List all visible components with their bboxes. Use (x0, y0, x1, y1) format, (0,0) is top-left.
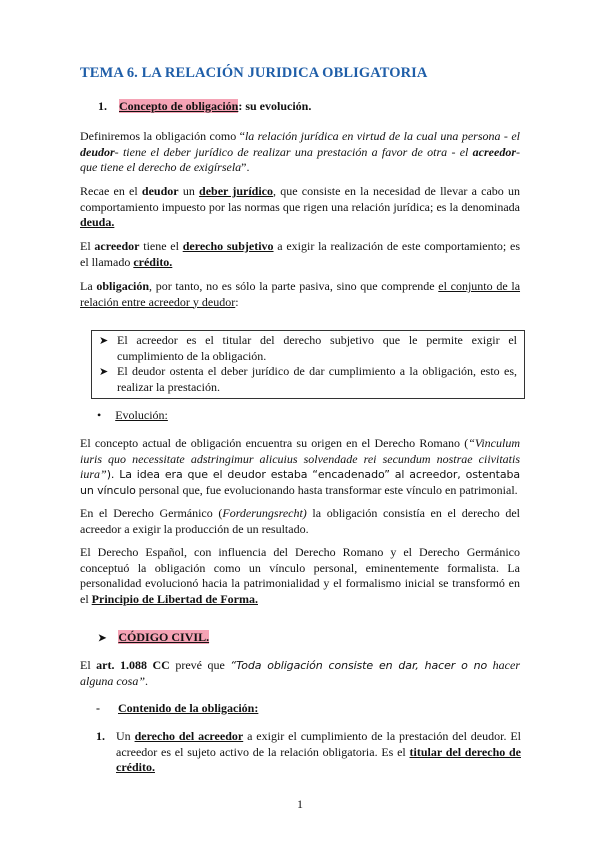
paragraph-derecho-espanol (80, 545, 520, 607)
contenido-heading (96, 701, 536, 717)
p3-text-e: a exigir la realización de este comportamiento; es el llamado (80, 239, 521, 269)
section-rest: : su evolución. (238, 99, 312, 113)
p2-text-e: , que consiste en la necesidad de llevar a cabo un comportamiento impuesto por las normas que rigen una relación jurídica; es la denominada (80, 184, 520, 214)
box-item-acreedor: El acreedor es el titular del derecho subjetivo que le permite exigir el cumplimiento de la obligación. (117, 333, 517, 363)
p7-text-a: El Derecho Español, con influencia del Derecho Romano y el Derecho Germánico conceptuó la obligación como un vínculo personal, eminentemente formalista. La personalidad evolucionó hacia la patrimonialidad y el formalismo inicial se transformó en el (80, 545, 520, 606)
p1-text-f: - que tiene el derecho de exigírsela (80, 144, 520, 174)
section-number: 1. (98, 99, 107, 113)
item1-text-a: Un (116, 729, 135, 743)
p2-deber-juridico: deber jurídico (199, 184, 274, 198)
paragraph-definicion (80, 129, 520, 176)
p6-text-a: En el Derecho Germánico ( (80, 506, 223, 520)
p1-text-g: ”. (241, 160, 250, 174)
p3-text-c: tiene el (139, 239, 183, 253)
p5-text-c: ). La idea era que el deudor estaba “encadenado” al acreedor, ostentaba un vínculo (80, 468, 520, 497)
p4-conjunto: el conjunto de la relación entre acreedor y deudor (80, 279, 521, 309)
box-item-deudor: El deudor ostenta el deber jurídico de dar cumplimiento a la obligación, esto es, realizar la prestación. (117, 364, 517, 394)
p6-text-c: la obligación consistía en el derecho del acreedor a exigir la producción de un resultado. (80, 506, 520, 536)
p5-latin-quote: “Vinculum iuris quo necessitate adstringimur alicuius solvendade rei secundum nostrae ciivitatis iura” (80, 436, 520, 481)
contenido-label: Contenido de la obligación: (118, 701, 259, 715)
evolucion-heading (97, 408, 537, 424)
p3-text-a: El (80, 239, 95, 253)
page-number: 1 (297, 797, 303, 811)
p2-deuda: deuda. (80, 215, 115, 229)
p7-principio: Principio de Libertad de Forma. (91, 591, 258, 606)
p4-obligacion: obligación (96, 279, 150, 293)
item1-titular: titular del derecho de crédito. (116, 744, 521, 774)
p1-text-a: Definiremos la obligación como “ (80, 129, 245, 143)
item1-derecho-acreedor: derecho del acreedor (134, 729, 244, 743)
list-item-derecho-acreedor (116, 729, 521, 776)
p8-text-c: prevé que (169, 658, 231, 672)
section-heading-concepto (98, 99, 518, 115)
paragraph-derecho-romano (80, 436, 520, 498)
paragraph-obligacion (80, 279, 520, 310)
p1-acreedor: acreedor (472, 144, 516, 159)
p8-article: art. 1.088 CC (96, 658, 170, 672)
document-title: TEMA 6. LA RELACIÓN JURIDICA OBLIGATORIA (80, 65, 428, 81)
p4-text-e: : (235, 294, 239, 309)
arrow-bullet-icon: ➤ (99, 335, 109, 347)
p5-text-d: personal que, fue evolucionando hasta transformar este vínculo en patrimonial. (138, 482, 518, 497)
p6-forderungsrecht: Forderungsrecht) (222, 506, 307, 520)
p2-text-c: un (178, 184, 200, 198)
p8-quote-a: “Toda obligación consiste en dar, hacer o no (230, 659, 488, 672)
paragraph-deudor (80, 184, 520, 231)
p1-text-b: la relación jurídica en virtud de la cual una persona - el (244, 129, 520, 143)
p2-deudor: deudor (141, 184, 179, 198)
p3-derecho-subjetivo: derecho subjetivo (182, 239, 274, 253)
p8-text-a: El (80, 658, 97, 672)
summary-box (91, 330, 525, 399)
evolucion-label: Evolución: (115, 408, 168, 422)
p1-text-d: - tiene el deber jurídico de realizar una prestación a favor de otra - el (114, 144, 473, 159)
arrow-bullet-icon: ➤ (98, 633, 107, 644)
list-item-number: 1. (96, 729, 105, 743)
arrow-bullet-icon: ➤ (99, 366, 109, 378)
dash-bullet: - (96, 701, 100, 715)
codigo-civil-heading (98, 630, 538, 647)
p3-acreedor: acreedor (94, 239, 140, 253)
p8-quote-b: hacer alguna cosa” (80, 658, 520, 688)
p5-text-a: El concepto actual de obligación encuentra su origen en el Derecho Romano ( (80, 436, 469, 450)
p4-text-a: La (80, 279, 97, 293)
bullet-dot-icon: • (97, 408, 102, 422)
paragraph-art-1088 (80, 658, 520, 689)
item1-text-c: a exigir el cumplimiento de la prestación del deudor. El acreedor es el sujeto activo de la relación obligatoria. Es el (116, 729, 522, 759)
p4-text-c: , por tanto, no es sólo la parte pasiva, sino que comprende (149, 279, 439, 293)
paragraph-acreedor (80, 239, 520, 270)
paragraph-derecho-germanico (80, 506, 520, 537)
p3-credito: crédito. (133, 254, 173, 269)
p2-text-a: Recae en el (80, 184, 142, 198)
section-highlight: Concepto de obligación (119, 99, 239, 113)
p8-text-f: . (145, 673, 149, 688)
p1-deudor: deudor (80, 144, 115, 159)
codigo-civil-label: CÓDIGO CIVIL. (118, 630, 210, 644)
